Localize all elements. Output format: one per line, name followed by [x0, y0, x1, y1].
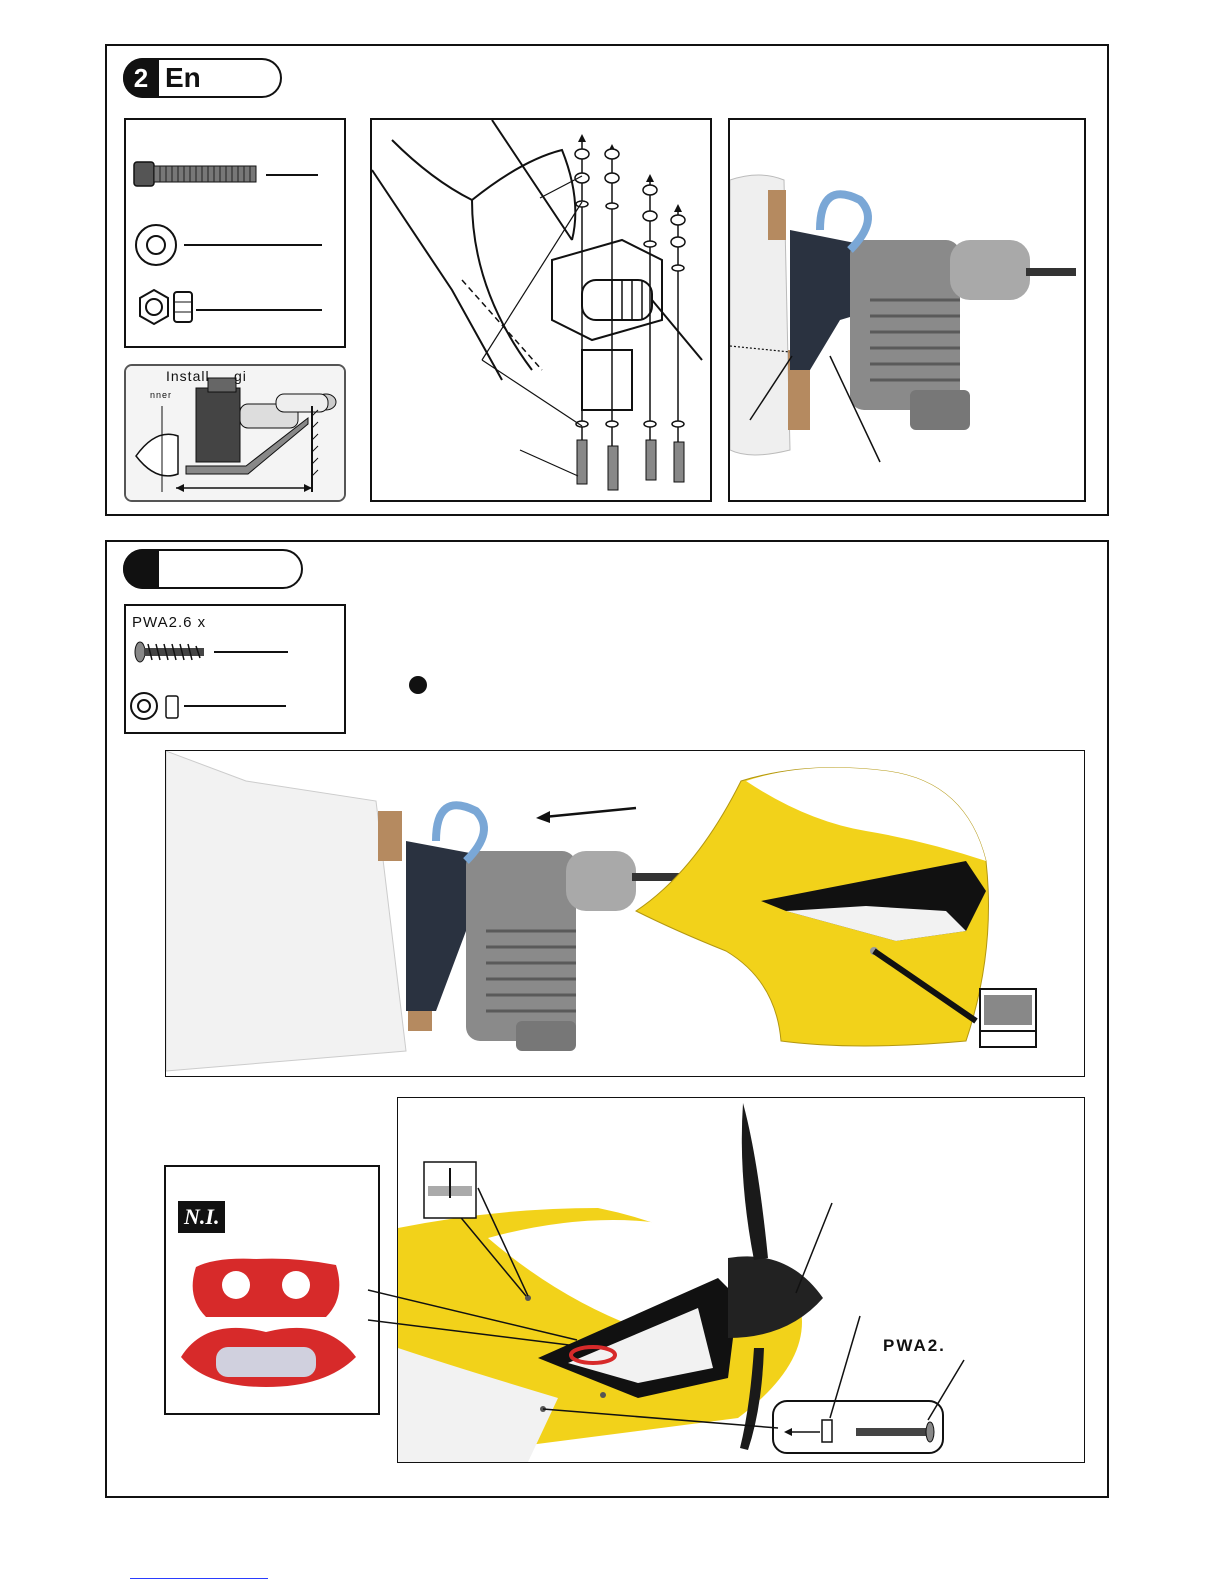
- step-title: En: [165, 62, 201, 93]
- bullet-dot-icon: [409, 676, 427, 694]
- screw-hardware-box: [124, 604, 346, 734]
- engine-sketch-illustration: [126, 366, 344, 500]
- exploded-view-illustration: [372, 120, 710, 500]
- cowl-fitting-photo: [165, 750, 1085, 1077]
- footer-link-underline[interactable]: [130, 1578, 268, 1579]
- mount-exploded-drawing: [370, 118, 712, 502]
- mounted-engine-illustration: [730, 120, 1084, 500]
- hardware-illustration: [126, 120, 344, 346]
- engine-sketch-box: [124, 364, 346, 502]
- spinner-label: nner: [150, 390, 173, 400]
- ni-badge: N.I.: [178, 1201, 225, 1233]
- step-3-header: [123, 549, 303, 589]
- hardware-box: [124, 118, 346, 348]
- install-label-right: gi: [234, 368, 247, 384]
- step-2-header: [123, 58, 282, 98]
- screw-callout-label: PWA2.: [883, 1336, 946, 1355]
- install-label-left: Install: [166, 368, 210, 384]
- step-number: 2: [123, 58, 159, 98]
- mounted-engine-photo: [728, 118, 1086, 502]
- step-number: [123, 549, 159, 589]
- cowl-fitting-illustration: [166, 751, 1084, 1076]
- ni-part-box: [164, 1165, 380, 1415]
- screw-spec-label: PWA2.6 x: [132, 614, 207, 631]
- ni-leader-lines: [362, 1280, 622, 1360]
- bolt-head-icon: [134, 162, 154, 186]
